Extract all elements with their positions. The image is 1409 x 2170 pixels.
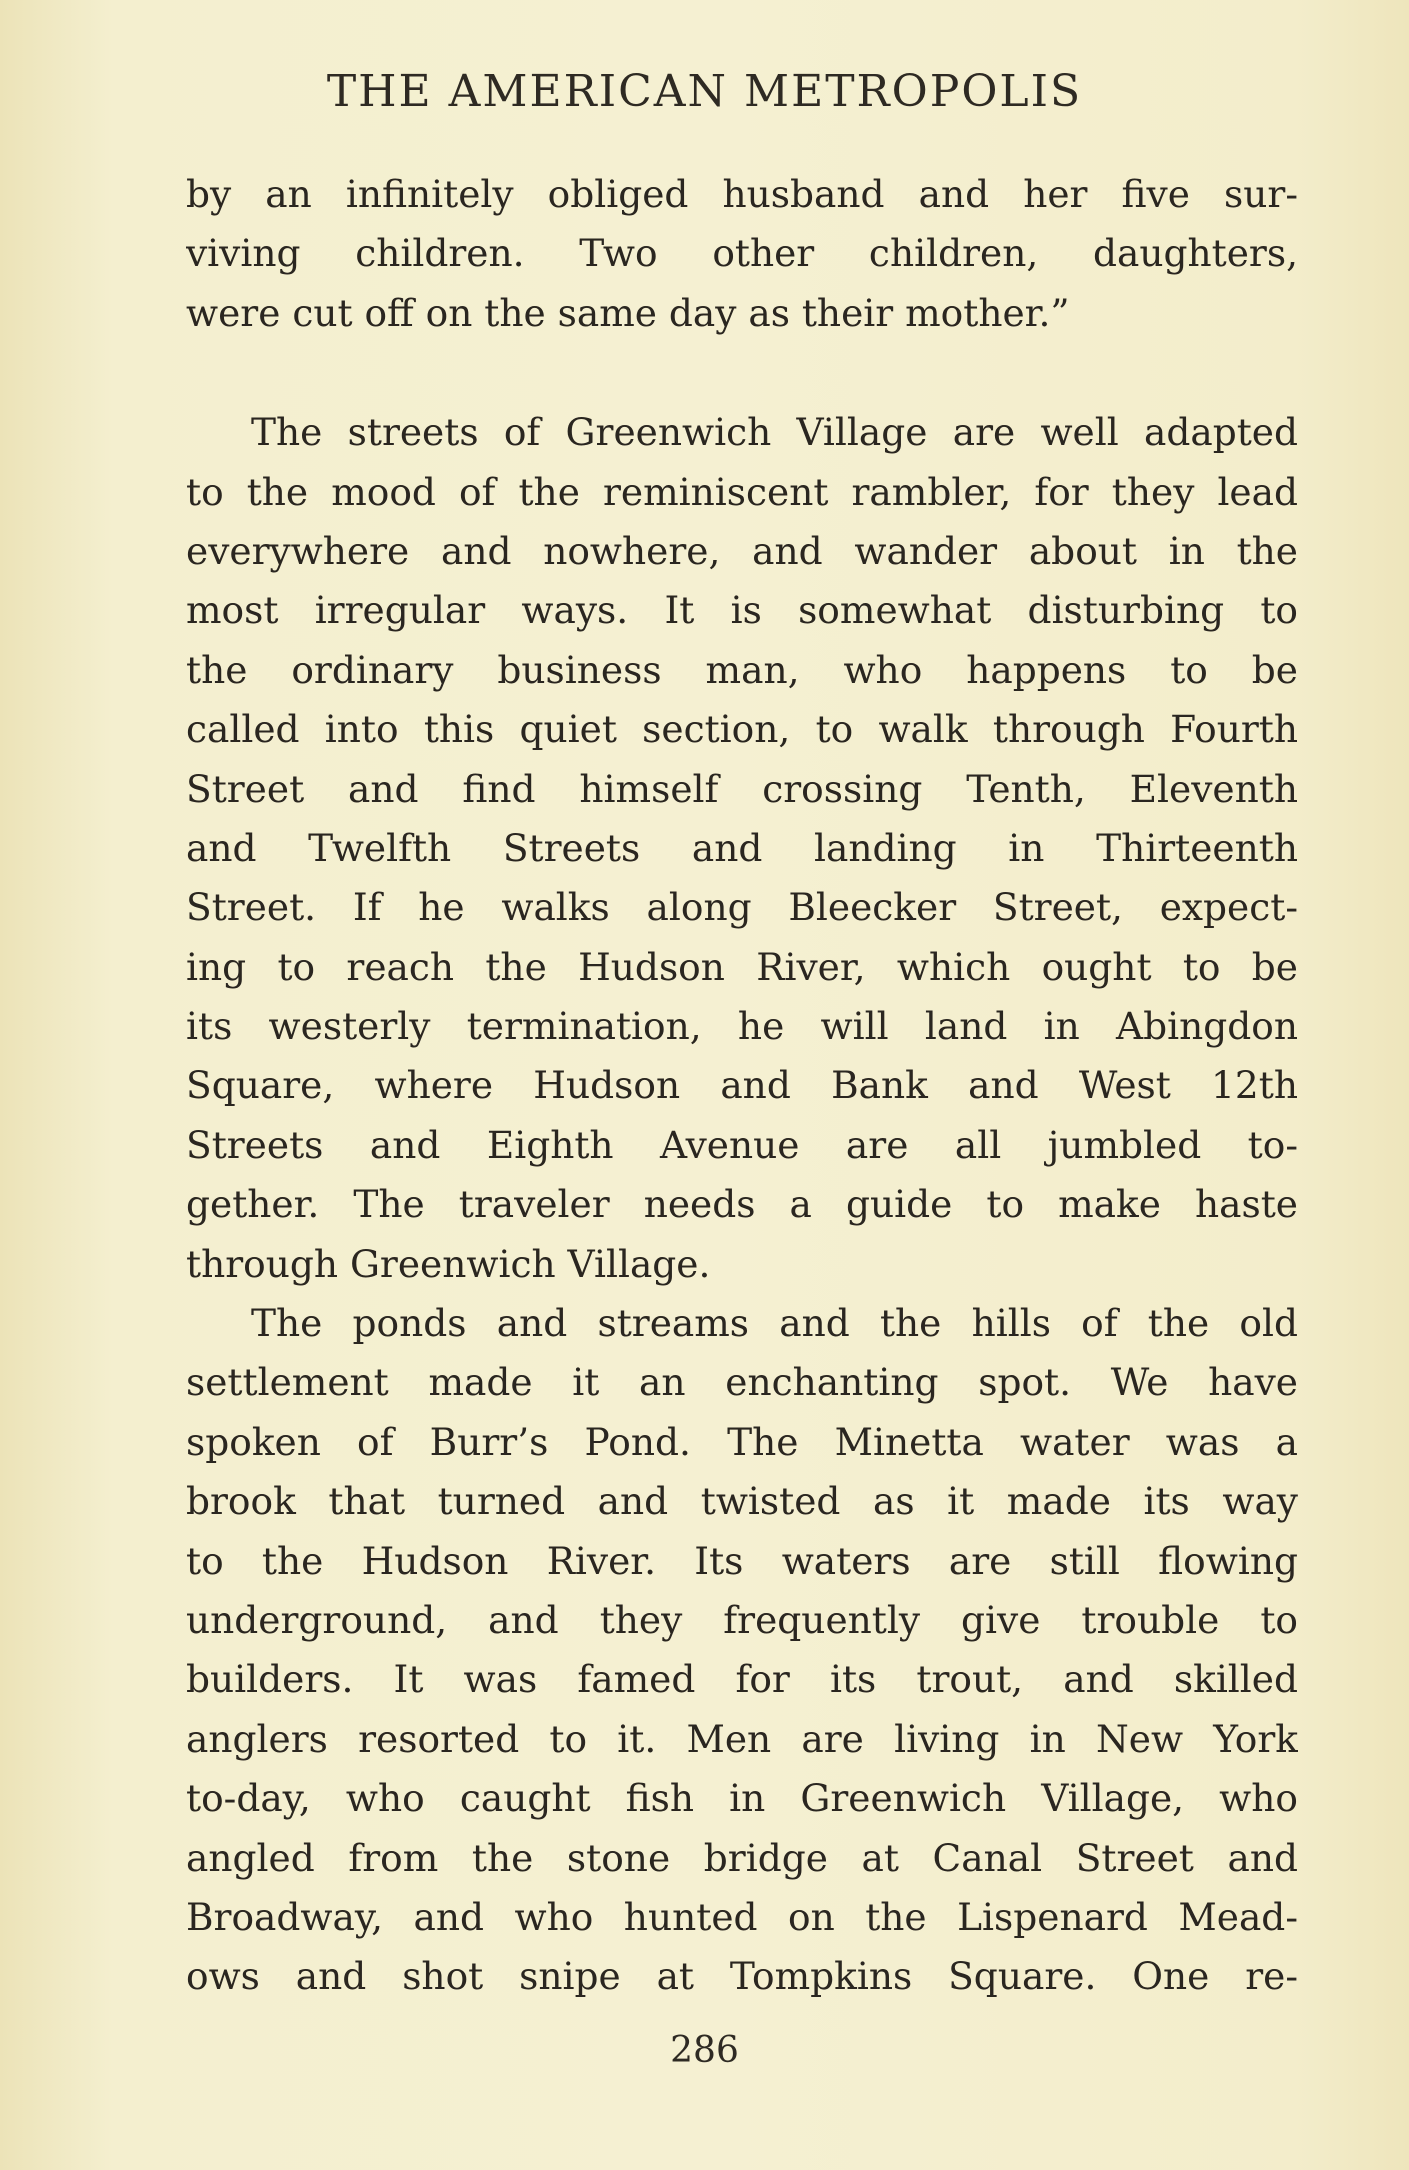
text-line: builders. It was famed for its trout, and skilled xyxy=(186,1657,1298,1702)
text-line: viving children. Two other children, daughters, xyxy=(186,231,1298,276)
text-line: by an infinitely obliged husband and her five sur- xyxy=(186,172,1298,216)
text-line: The ponds and streams and the hills of the old xyxy=(251,1301,1298,1346)
paragraph-2 xyxy=(186,403,1298,1294)
text-line: ows and shot snipe at Tompkins Square. One re- xyxy=(186,1954,1298,1999)
text-line: ing to reach the Hudson River, which ought to be xyxy=(186,944,1298,989)
text-line: the ordinary business man, who happens to be xyxy=(186,647,1298,692)
text-line: everywhere and nowhere, and wander about in the xyxy=(186,528,1298,573)
text-line: The streets of Greenwich Village are well adapted xyxy=(251,410,1298,455)
text-line: to the Hudson River. Its waters are still flowing xyxy=(186,1538,1298,1583)
text-line: called into this quiet section, to walk through Fourth xyxy=(186,707,1298,752)
text-line: spoken of Burr’s Pond. The Minetta water was a xyxy=(186,1419,1298,1464)
text-line: were cut off on the same day as their mother.” xyxy=(186,290,1070,335)
page-number: 286 xyxy=(670,2030,739,2071)
paragraph-spacer xyxy=(186,343,1298,403)
text-line: Street and find himself crossing Tenth, Eleventh xyxy=(186,766,1298,811)
text-line: Street. If he walks along Bleecker Street, expect- xyxy=(186,885,1298,930)
body-text xyxy=(186,165,1298,2007)
text-line: underground, and they frequently give trouble to xyxy=(186,1597,1298,1642)
text-line: its westerly termination, he will land in Abingdon xyxy=(186,1004,1298,1049)
paragraph-1 xyxy=(186,165,1298,343)
text-line: angled from the stone bridge at Canal Street and xyxy=(186,1835,1298,1880)
text-line: Streets and Eighth Avenue are all jumbled to- xyxy=(186,1122,1298,1167)
text-line: most irregular ways. It is somewhat disturbing to xyxy=(186,588,1298,633)
paragraph-3 xyxy=(186,1294,1298,2007)
text-line: settlement made it an enchanting spot. We have xyxy=(186,1360,1298,1405)
text-line: Square, where Hudson and Bank and West 12th xyxy=(186,1063,1298,1108)
running-title: THE AMERICAN METROPOLIS xyxy=(326,66,1083,117)
text-line: anglers resorted to it. Men are living in New York xyxy=(186,1716,1298,1761)
text-line: Broadway, and who hunted on the Lispenard Mead- xyxy=(186,1894,1298,1939)
text-line: to the mood of the reminiscent rambler, for they lead xyxy=(186,469,1298,514)
text-line: brook that turned and twisted as it made its way xyxy=(186,1479,1298,1524)
text-line: to-day, who caught fish in Greenwich Village, who xyxy=(186,1776,1298,1821)
text-line: gether. The traveler needs a guide to make haste xyxy=(186,1182,1298,1227)
text-line: and Twelfth Streets and landing in Thirteenth xyxy=(186,825,1298,870)
text-line: through Greenwich Village. xyxy=(186,1241,711,1286)
